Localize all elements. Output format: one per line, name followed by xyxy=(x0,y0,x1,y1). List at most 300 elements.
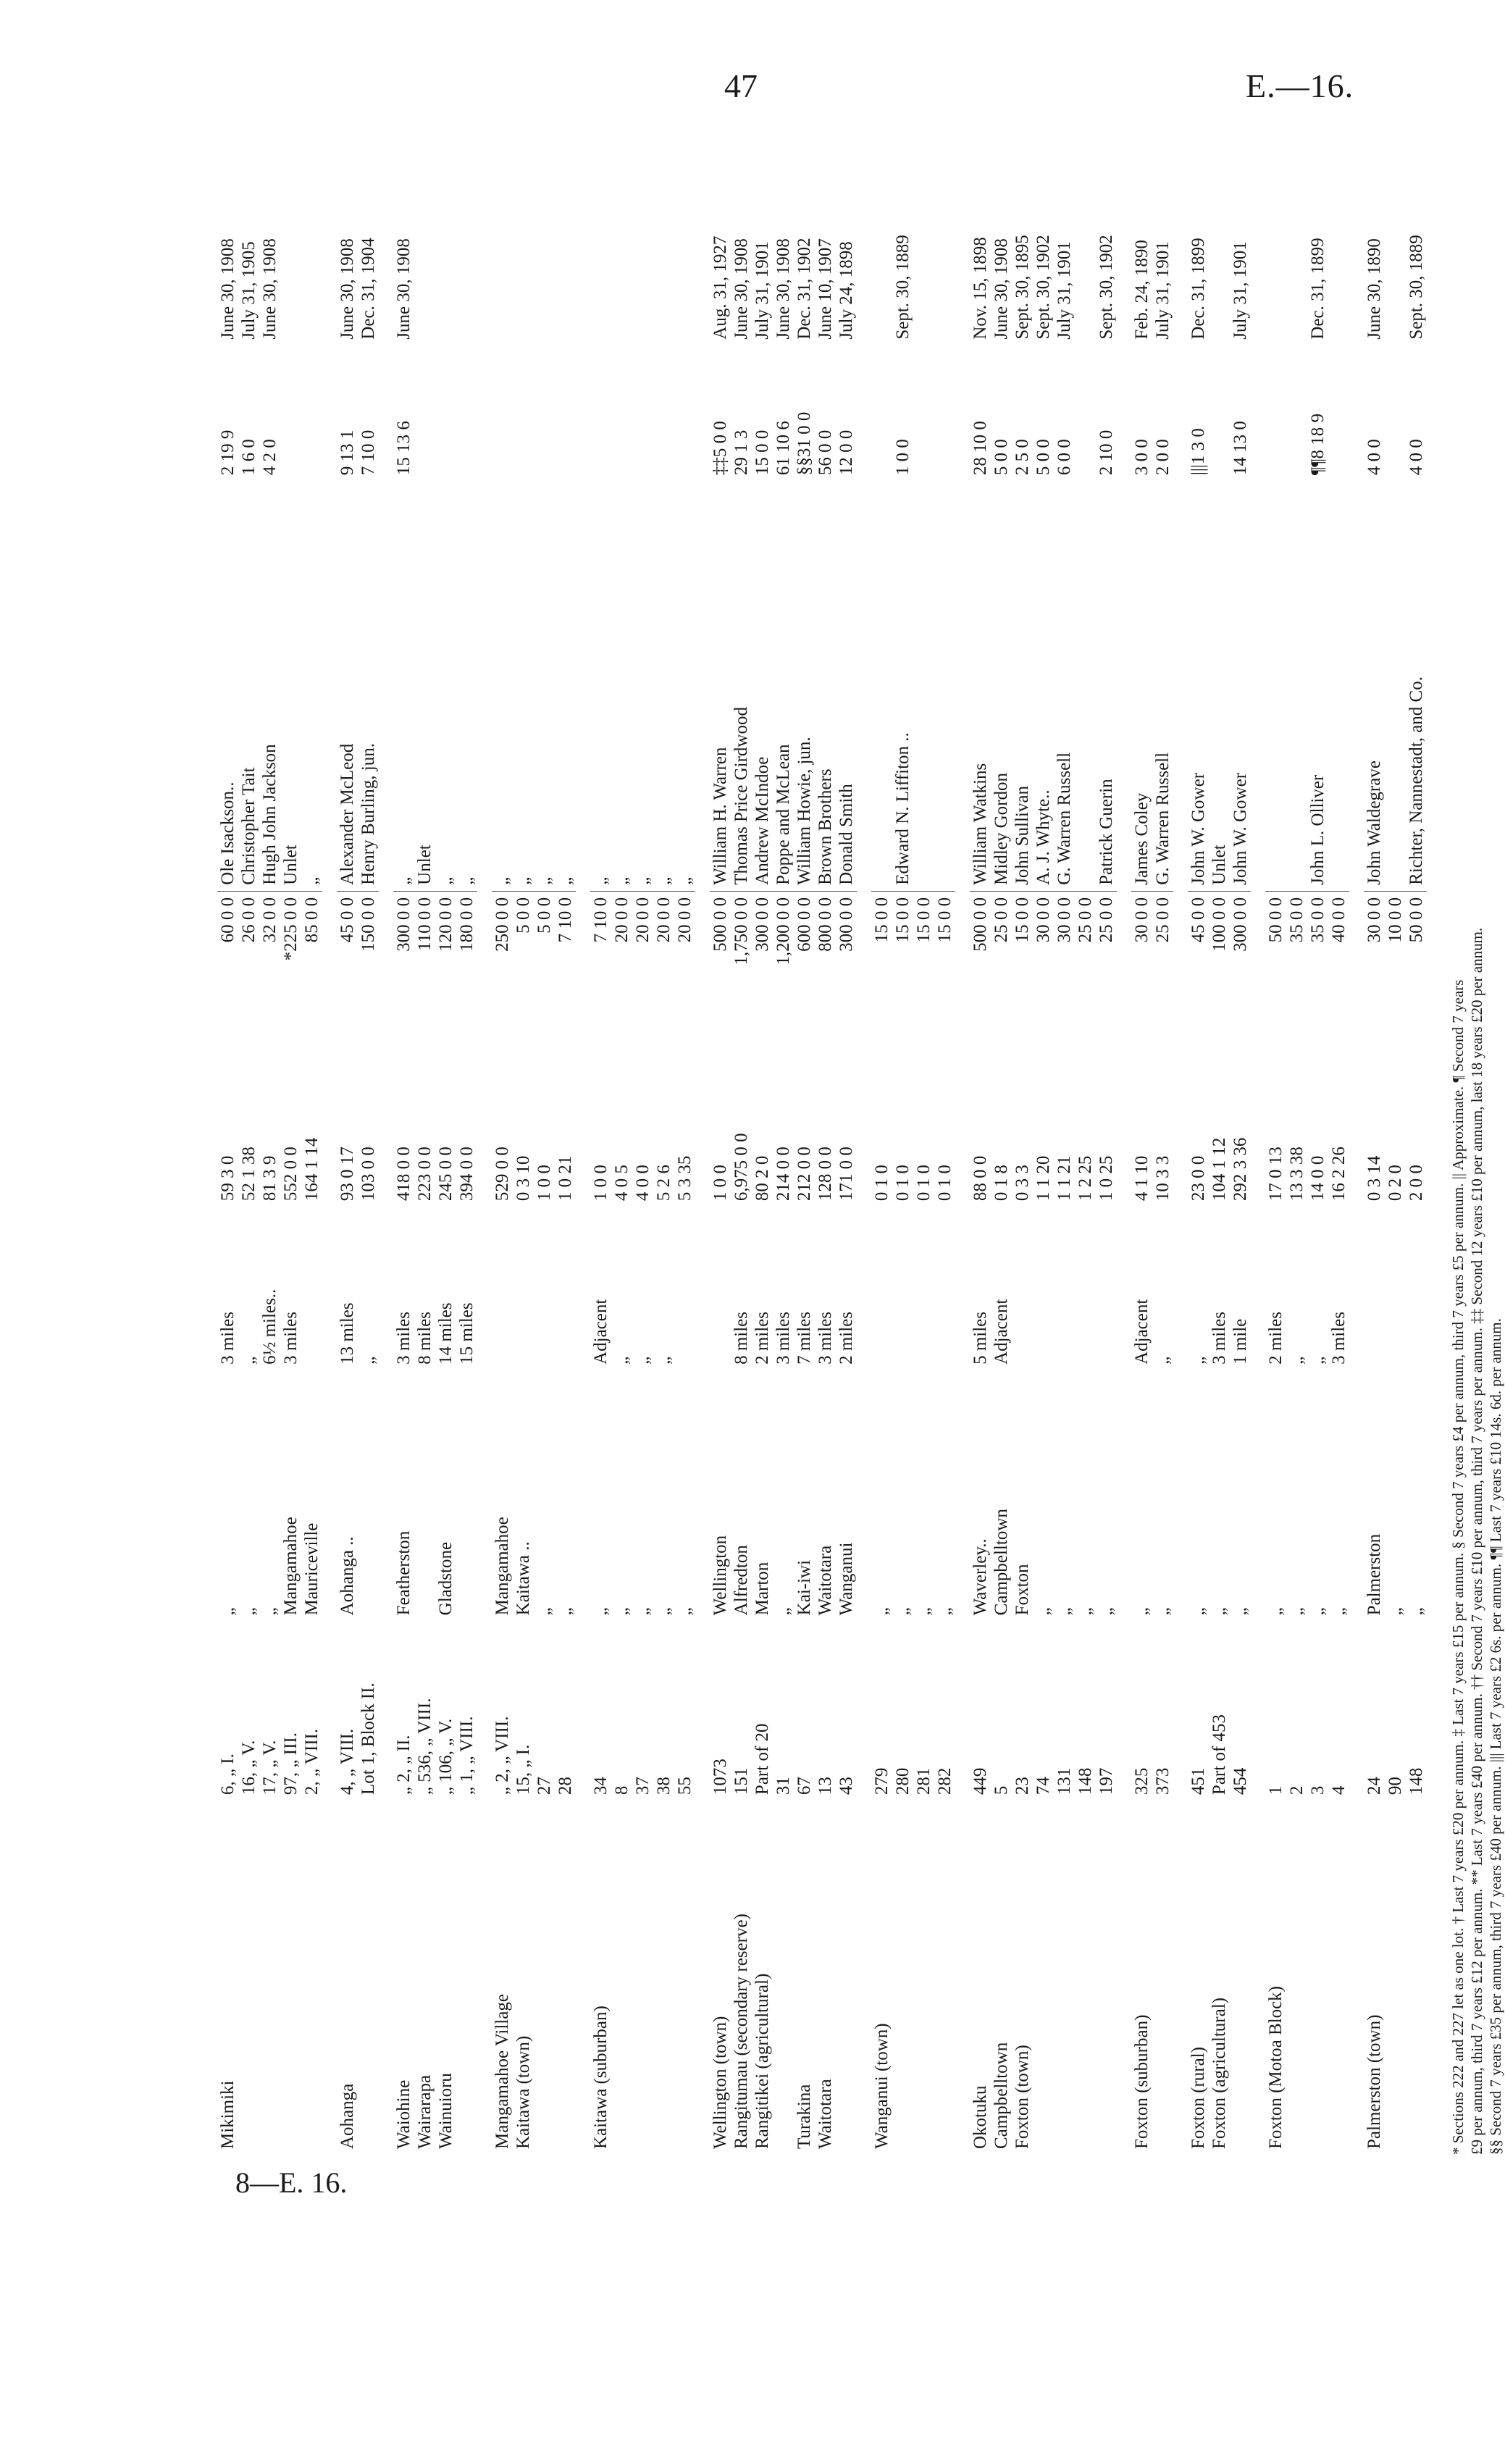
lessee-cell: John W. Gower xyxy=(1188,481,1209,891)
rent-cell xyxy=(653,345,674,481)
lessee-cell: Christopher Tait xyxy=(238,481,259,891)
row-spacer xyxy=(322,134,337,2155)
lessee-cell: A. J. Whyte.. xyxy=(1033,481,1054,891)
section-cell: 31 xyxy=(774,1777,793,1795)
locality-cell: Okotuku xyxy=(971,2085,990,2149)
rent-cell xyxy=(280,345,301,481)
distance-cell xyxy=(1054,1207,1075,1370)
distance-cell: „ xyxy=(359,1356,378,1365)
district-cell: „ xyxy=(534,1607,554,1616)
table-row xyxy=(1209,134,1230,2155)
district-cell: „ xyxy=(591,1607,611,1616)
value-cell: 20 0 0 xyxy=(612,897,632,943)
locality-cell: Wellington (town) xyxy=(710,2016,730,2149)
table-row xyxy=(590,134,611,2155)
lessee-cell: Edward N. Liffiton .. xyxy=(892,481,913,891)
section-cell: 37 xyxy=(633,1777,653,1795)
expiry-cell: July 24, 1898 xyxy=(837,241,856,340)
locality-cell xyxy=(674,1801,695,2155)
spacer-cell xyxy=(1117,134,1131,2155)
locality-cell: Aohanga xyxy=(338,2083,357,2149)
value-cell: 45 0 0 xyxy=(338,897,357,943)
district-cell: Waverley.. xyxy=(971,1538,990,1616)
district-cell xyxy=(456,1370,477,1621)
distance-cell xyxy=(301,1207,322,1370)
section-cell: 97, „ III. xyxy=(281,1732,301,1795)
distance-cell: „ xyxy=(1287,1356,1307,1365)
district-cell: Mangamahoe xyxy=(492,1517,512,1616)
area-cell: 16 2 26 xyxy=(1329,1147,1349,1202)
table-row xyxy=(773,134,794,2155)
locality-cell xyxy=(1286,1801,1307,2155)
table-row xyxy=(794,134,815,2155)
district-cell: „ xyxy=(1266,1607,1286,1616)
rent-cell: 2 0 0 xyxy=(1153,439,1173,476)
expiry-cell: Dec. 31, 1899 xyxy=(1308,238,1328,340)
district-cell: „ xyxy=(1287,1607,1307,1616)
expiry-cell xyxy=(555,134,576,345)
area-cell: 223 0 0 xyxy=(415,1147,435,1202)
district-cell: „ xyxy=(872,1607,892,1616)
locality-cell xyxy=(773,1801,794,2155)
table-row xyxy=(393,134,414,2155)
locality-cell: Wairarapa xyxy=(415,2074,435,2149)
table-row xyxy=(611,134,632,2155)
section-cell: 1073 xyxy=(710,1759,730,1795)
expiry-cell xyxy=(492,134,513,345)
area-cell: 0 1 0 xyxy=(872,1165,892,1202)
area-cell: 171 0 0 xyxy=(837,1147,856,1202)
district-cell: Gladstone xyxy=(436,1541,456,1616)
distance-cell: 7 miles xyxy=(795,1312,814,1365)
distance-cell: 8 miles xyxy=(415,1312,435,1365)
district-cell: „ xyxy=(1097,1607,1116,1616)
rent-cell xyxy=(1328,345,1349,481)
locality-cell: Wainuioru xyxy=(436,2073,456,2149)
distance-cell: 1 mile xyxy=(1231,1318,1250,1365)
expiry-cell xyxy=(1286,134,1307,345)
spacer-cell xyxy=(1173,134,1188,2155)
expiry-cell xyxy=(1265,134,1286,345)
value-cell: 1,200 0 0 xyxy=(774,897,793,965)
table-row xyxy=(1286,134,1307,2155)
distance-cell: Adjacent xyxy=(992,1299,1011,1365)
lessee-cell: John Sullivan xyxy=(1012,481,1033,891)
value-cell: 25 0 0 xyxy=(1097,897,1116,943)
row-spacer xyxy=(477,134,492,2155)
locality-cell: Foxton (Motoa Block) xyxy=(1266,1986,1286,2149)
district-cell: „ xyxy=(1308,1607,1328,1616)
value-cell: 100 0 0 xyxy=(1210,897,1229,952)
lessee-cell: John Waldegrave xyxy=(1364,481,1385,891)
area-cell: 128 0 0 xyxy=(816,1147,835,1202)
table-row xyxy=(731,134,752,2155)
footnote-line-2: £9 per annum, third 7 years £12 per annum. ** Last 7 years £40 per annum. †† Second 7 years £10 per annum, third 7 years per annum. ‡‡ Second 12 years £10 per annum, last 18 years £20 per annum. xyxy=(1468,927,1485,2155)
locality-cell: Wanganui (town) xyxy=(872,2023,892,2149)
lessee-cell xyxy=(1286,481,1307,891)
table-row xyxy=(259,134,280,2155)
row-spacer xyxy=(857,134,871,2155)
table-row xyxy=(513,134,534,2155)
distance-cell: Adjacent xyxy=(1132,1299,1152,1365)
lessee-cell: Unlet xyxy=(414,481,435,891)
lessee-cell xyxy=(1075,481,1096,891)
row-spacer xyxy=(1251,134,1265,2155)
area-cell: 212 0 0 xyxy=(795,1147,814,1202)
rent-cell xyxy=(934,345,955,481)
rent-cell xyxy=(871,345,892,481)
lessee-cell: John L. Olliver xyxy=(1307,481,1328,891)
value-cell: 30 0 0 xyxy=(1132,897,1152,943)
expiry-cell xyxy=(653,134,674,345)
lessee-cell: „ xyxy=(513,481,534,891)
area-cell: 0 1 0 xyxy=(935,1165,955,1202)
spacer-cell xyxy=(1251,134,1265,2155)
district-cell: Wellington xyxy=(710,1535,730,1616)
lessee-cell: „ xyxy=(456,481,477,891)
district-cell: Foxton xyxy=(1013,1564,1032,1616)
area-cell: 1 0 0 xyxy=(591,1165,611,1202)
spacer-cell xyxy=(955,134,970,2155)
footnote-line-3: §§ Second 7 years £35 per annum, third 7 years £40 per annum. ||| Last 7 years £2 6s. per annum. ¶¶ Last 7 years £10 14s. 6d. per annum. xyxy=(1487,1318,1504,2155)
expiry-cell xyxy=(632,134,653,345)
value-cell: 10 0 0 xyxy=(1385,897,1405,943)
rent-cell: 29 1 3 xyxy=(731,429,751,476)
distance-cell: Adjacent xyxy=(591,1299,611,1365)
section-cell: 279 xyxy=(872,1767,892,1795)
page-number: 47 xyxy=(724,67,758,104)
row-spacer xyxy=(695,134,710,2155)
rent-cell xyxy=(555,345,576,481)
rent-cell: |||1 3 0 xyxy=(1189,428,1208,476)
lessee-cell xyxy=(934,481,955,891)
lessee-cell: Andrew McIndoe xyxy=(752,481,773,891)
lessee-cell: Ole Isackson.. xyxy=(217,481,238,891)
expiry-cell: Feb. 24, 1890 xyxy=(1132,240,1152,340)
rent-cell: 9 13 1 xyxy=(338,429,357,476)
expiry-cell: Dec. 31, 1904 xyxy=(359,238,378,340)
district-cell: Mangamahoe xyxy=(281,1517,301,1616)
rent-cell: 5 0 0 xyxy=(1034,439,1053,476)
table-row xyxy=(301,134,322,2155)
locality-cell: Foxton (agricultural) xyxy=(1210,1998,1229,2149)
locality-cell xyxy=(534,1801,555,2155)
area-cell: 214 0 0 xyxy=(774,1147,793,1202)
locality-cell xyxy=(913,1801,934,2155)
section-cell: 27 xyxy=(534,1777,554,1795)
lessee-cell: Henry Burling, jun. xyxy=(358,481,379,891)
locality-cell: Foxton (rural) xyxy=(1189,2047,1208,2149)
distance-cell xyxy=(513,1207,534,1370)
section-cell: 28 xyxy=(556,1777,575,1795)
expiry-cell: Nov. 15, 1898 xyxy=(971,237,990,340)
expiry-cell xyxy=(1385,134,1406,345)
section-cell: 148 xyxy=(1076,1767,1095,1795)
locality-cell xyxy=(611,1801,632,2155)
area-cell: 394 0 0 xyxy=(457,1147,477,1202)
area-cell: 0 1 0 xyxy=(893,1165,913,1202)
table-row xyxy=(414,134,435,2155)
area-cell: 4 0 5 xyxy=(612,1165,632,1202)
section-cell: 280 xyxy=(893,1767,913,1795)
table-row xyxy=(1152,134,1173,2155)
district-cell: Mauriceville xyxy=(302,1522,322,1616)
distance-cell: 15 miles xyxy=(457,1302,477,1365)
rent-cell: 3 0 0 xyxy=(1132,439,1152,476)
section-cell: 451 xyxy=(1189,1767,1208,1795)
locality-cell xyxy=(1054,1801,1075,2155)
locality-cell: Foxton (town) xyxy=(1013,2045,1032,2149)
area-cell: 0 3 14 xyxy=(1364,1155,1384,1202)
section-cell: 3 xyxy=(1308,1785,1328,1795)
section-cell: 449 xyxy=(971,1767,990,1795)
distance-cell: 14 miles xyxy=(436,1302,456,1365)
locality-cell xyxy=(653,1801,674,2155)
lessee-cell: Hugh John Jackson xyxy=(259,481,280,891)
district-cell: „ xyxy=(675,1607,695,1616)
table-row xyxy=(1054,134,1075,2155)
locality-cell: Kaitawa (suburban) xyxy=(591,2006,611,2149)
expiry-cell: July 31, 1901 xyxy=(1055,241,1074,340)
table-row xyxy=(1364,134,1385,2155)
value-cell: 500 0 0 xyxy=(710,897,730,952)
value-cell: 60 0 0 xyxy=(218,897,238,943)
value-cell: 30 0 0 xyxy=(1055,897,1074,943)
rent-cell xyxy=(1265,345,1286,481)
lessee-cell: William Watkins xyxy=(970,481,991,891)
district-cell: Wanganui xyxy=(837,1542,856,1616)
table-row xyxy=(435,134,456,2155)
table-row xyxy=(492,134,513,2155)
expiry-cell: June 30, 1908 xyxy=(731,238,751,340)
area-cell: 104 1 12 xyxy=(1210,1137,1229,1202)
section-cell: 67 xyxy=(795,1777,814,1795)
section-cell: 8 xyxy=(612,1785,632,1795)
rent-cell: 14 13 0 xyxy=(1231,421,1250,476)
locality-cell xyxy=(555,1801,576,2155)
distance-cell xyxy=(710,1207,731,1370)
district-cell: „ xyxy=(1231,1607,1250,1616)
distance-cell: „ xyxy=(633,1356,653,1365)
rent-cell xyxy=(414,345,435,481)
value-cell: 45 0 0 xyxy=(1189,897,1208,943)
section-cell: Part of 20 xyxy=(752,1723,772,1795)
section-cell: „ 2, „ VIII. xyxy=(492,1716,512,1795)
locality-cell xyxy=(934,1801,955,2155)
expiry-cell xyxy=(280,134,301,345)
distance-cell xyxy=(674,1207,695,1370)
footnote-line-1: * Sections 222 and 227 let as one lot. † Last 7 years £20 per annum. ‡ Last 7 years £15 per annum. § Second 7 years £4 per annum, third 7 years £5 per annum. || Approximate. ¶ Second 7 years xyxy=(1449,979,1467,2155)
value-cell: 150 0 0 xyxy=(359,897,378,952)
lessee-cell: Brown Brothers xyxy=(815,481,836,891)
value-cell: 180 0 0 xyxy=(457,897,477,952)
distance-cell: 13 miles xyxy=(338,1302,357,1365)
district-cell: „ xyxy=(633,1607,653,1616)
table-row xyxy=(653,134,674,2155)
rent-cell: 2 19 9 xyxy=(218,429,238,476)
section-cell: 4, „ VIII. xyxy=(338,1728,357,1795)
district-cell: „ xyxy=(893,1607,913,1616)
table-row xyxy=(280,134,301,2155)
expiry-cell: Sept. 30, 1902 xyxy=(1097,235,1116,340)
area-cell: 5 2 6 xyxy=(654,1165,674,1202)
expiry-cell: July 31, 1901 xyxy=(1231,241,1250,340)
expiry-cell: Sept. 30, 1902 xyxy=(1034,235,1053,340)
locality-cell xyxy=(1406,1801,1427,2155)
table-row xyxy=(1188,134,1209,2155)
rent-cell xyxy=(456,345,477,481)
rent-cell xyxy=(1209,345,1230,481)
locality-cell xyxy=(1096,1801,1117,2155)
district-cell: „ xyxy=(935,1607,955,1616)
lessee-cell: Midley Gordon xyxy=(991,481,1012,891)
table-row xyxy=(1131,134,1152,2155)
distance-cell: 8 miles xyxy=(731,1312,751,1365)
table-row xyxy=(970,134,991,2155)
table-row xyxy=(710,134,731,2155)
rent-cell: 2 5 0 xyxy=(1013,439,1032,476)
locality-cell xyxy=(1385,1801,1406,2155)
rent-cell: 28 10 0 xyxy=(971,421,990,476)
value-cell: 300 0 0 xyxy=(837,897,856,952)
value-cell: 25 0 0 xyxy=(1153,897,1173,943)
lessee-cell: „ xyxy=(653,481,674,891)
section-cell: 34 xyxy=(591,1777,611,1795)
area-cell: 93 0 17 xyxy=(338,1147,357,1202)
table-row xyxy=(217,134,238,2155)
district-cell xyxy=(358,1370,379,1621)
expiry-cell: June 30, 1908 xyxy=(992,238,1011,340)
table-row xyxy=(991,134,1012,2155)
row-spacer xyxy=(379,134,393,2155)
section-cell: 15, „ I. xyxy=(513,1744,533,1795)
rent-cell: 4 0 0 xyxy=(1364,439,1384,476)
district-cell: „ xyxy=(914,1607,934,1616)
area-cell: 1 0 0 xyxy=(534,1165,554,1202)
locality-cell: Rangitumau (secondary reserve) xyxy=(731,1914,751,2149)
district-cell: „ xyxy=(1076,1607,1095,1616)
value-cell: 15 0 0 xyxy=(1013,897,1032,943)
table-row xyxy=(1328,134,1349,2155)
table-row xyxy=(632,134,653,2155)
area-cell: 0 3 10 xyxy=(513,1155,533,1202)
expiry-cell: June 30, 1908 xyxy=(218,238,238,340)
lessee-cell: William Howie, jun. xyxy=(794,481,815,891)
expiry-cell: June 30, 1890 xyxy=(1364,238,1384,340)
lessee-cell xyxy=(913,481,934,891)
area-cell: 164 1 14 xyxy=(302,1137,322,1202)
distance-cell xyxy=(1385,1207,1406,1370)
section-cell: 2, „ VIII. xyxy=(302,1728,322,1795)
distance-cell xyxy=(913,1207,934,1370)
table-row xyxy=(1265,134,1286,2155)
lessee-cell xyxy=(1328,481,1349,891)
locality-cell xyxy=(238,1801,259,2155)
spacer-cell xyxy=(477,134,492,2155)
lessee-cell: G. Warren Russell xyxy=(1152,481,1173,891)
lessee-cell: Thomas Price Girdwood xyxy=(731,481,752,891)
locality-cell xyxy=(1328,1801,1349,2155)
row-spacer xyxy=(576,134,590,2155)
section-cell: 24 xyxy=(1364,1777,1384,1795)
expiry-cell: June 30, 1908 xyxy=(338,238,357,340)
rent-cell: 4 2 0 xyxy=(260,439,280,476)
area-cell: 1 0 21 xyxy=(556,1155,575,1202)
area-cell: 6,975 0 0 xyxy=(731,1133,751,1202)
rent-cell: 4 0 0 xyxy=(1407,439,1426,476)
district-cell: „ xyxy=(1055,1607,1074,1616)
section-cell: 2 xyxy=(1287,1785,1307,1795)
locality-cell xyxy=(1075,1801,1096,2155)
value-cell: 15 0 0 xyxy=(914,897,934,943)
value-cell: 5 0 0 xyxy=(534,897,554,934)
area-cell: 80 2 0 xyxy=(752,1155,772,1202)
rent-cell xyxy=(1385,345,1406,481)
table-row xyxy=(815,134,836,2155)
lessee-cell: „ xyxy=(435,481,456,891)
lessee-cell xyxy=(1385,481,1406,891)
page-code: E.—16. xyxy=(1246,67,1354,104)
lessee-cell: James Coley xyxy=(1131,481,1152,891)
section-cell: 23 xyxy=(1013,1777,1032,1795)
locality-cell: Mangamahoe Village xyxy=(492,1994,512,2149)
value-cell: 35 0 0 xyxy=(1287,897,1307,943)
table-row xyxy=(1406,134,1427,2155)
spacer-cell xyxy=(576,134,590,2155)
expiry-cell: June 30, 1908 xyxy=(260,238,280,340)
expiry-cell xyxy=(611,134,632,345)
area-cell: 0 1 0 xyxy=(914,1165,934,1202)
district-cell: Palmerston xyxy=(1364,1533,1384,1616)
expiry-cell xyxy=(913,134,934,345)
area-cell: 552 0 0 xyxy=(281,1147,301,1202)
section-cell: 13 xyxy=(816,1777,835,1795)
district-cell: „ xyxy=(1189,1607,1208,1616)
area-cell: 292 3 36 xyxy=(1231,1137,1250,1202)
value-cell: 300 0 0 xyxy=(394,897,414,952)
expiry-cell: Sept. 30, 1895 xyxy=(1013,235,1032,340)
rent-cell: 15 0 0 xyxy=(752,429,772,476)
area-cell: 1 0 25 xyxy=(1097,1155,1116,1202)
area-cell: 245 0 0 xyxy=(436,1147,456,1202)
section-cell: 148 xyxy=(1407,1767,1426,1795)
lessee-cell: „ xyxy=(492,481,513,891)
rent-cell xyxy=(1286,345,1307,481)
district-cell: „ xyxy=(1153,1607,1173,1616)
section-cell: 373 xyxy=(1153,1767,1173,1795)
lessee-cell: Donald Smith xyxy=(836,481,857,891)
section-cell: 74 xyxy=(1034,1777,1053,1795)
value-cell: 15 0 0 xyxy=(935,897,955,943)
rent-cell xyxy=(611,345,632,481)
value-cell: 26 0 0 xyxy=(239,897,259,943)
locality-cell: Mikimiki xyxy=(218,2080,238,2149)
lessee-cell: Unlet xyxy=(1209,481,1230,891)
spacer-cell xyxy=(379,134,393,2155)
expiry-cell xyxy=(414,134,435,345)
district-cell: „ xyxy=(239,1607,259,1616)
lessee-cell xyxy=(871,481,892,891)
lessee-cell: „ xyxy=(611,481,632,891)
locality-cell: Palmerston (town) xyxy=(1364,2014,1384,2149)
section-cell: Part of 453 xyxy=(1210,1714,1229,1795)
lessee-cell: „ xyxy=(534,481,555,891)
expiry-cell: Dec. 31, 1902 xyxy=(795,238,814,340)
value-cell: 30 0 0 xyxy=(1034,897,1053,943)
rent-cell: 6 0 0 xyxy=(1055,439,1074,476)
distance-cell: 3 miles xyxy=(394,1312,414,1365)
locality-cell xyxy=(301,1801,322,2155)
